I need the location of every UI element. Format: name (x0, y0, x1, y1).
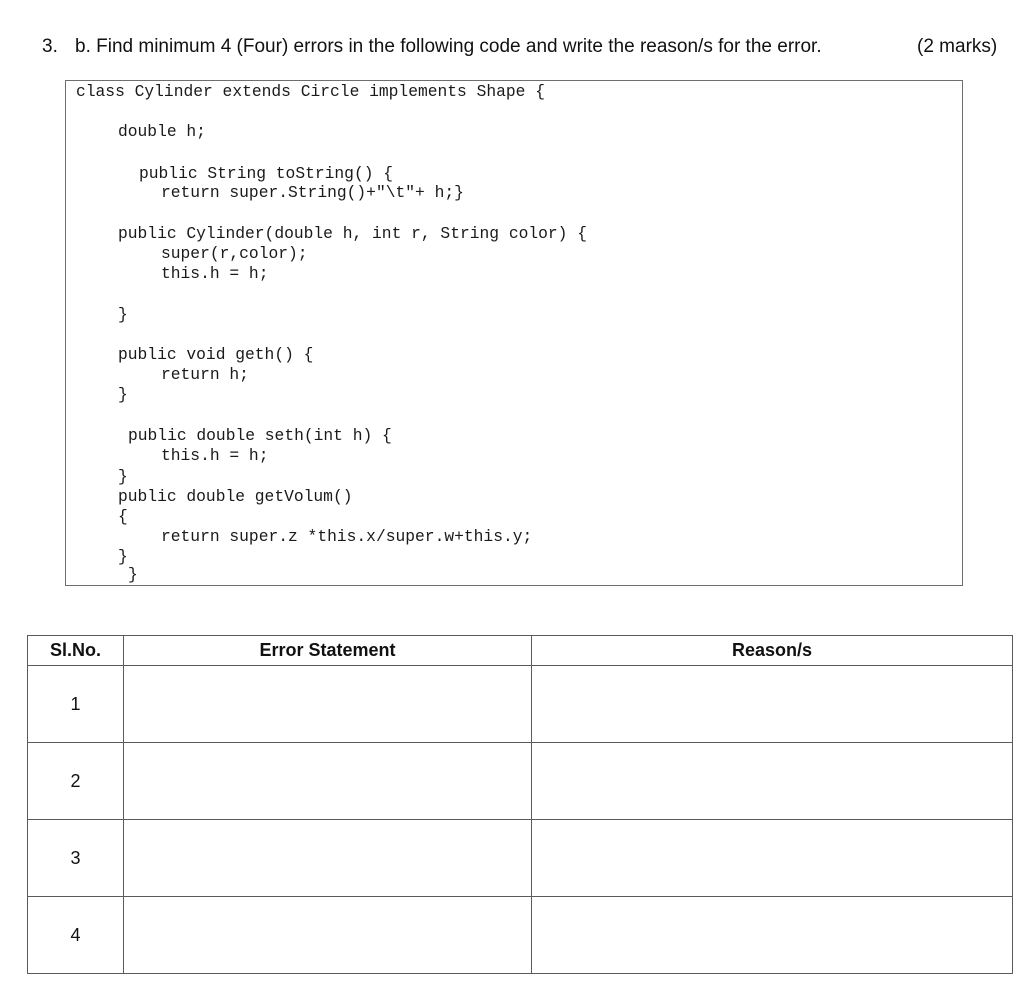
code-line: public String toString() { (139, 164, 394, 183)
question-marks: (2 marks) (917, 36, 998, 57)
code-box (65, 80, 963, 586)
error-statement-cell[interactable] (124, 743, 532, 820)
code-line: this.h = h; (161, 446, 269, 465)
error-statement-cell[interactable] (124, 820, 532, 897)
reason-cell[interactable] (532, 820, 1013, 897)
sl-no-cell: 1 (28, 666, 124, 743)
header-sl-no: Sl.No. (28, 636, 124, 666)
code-line: public double seth(int h) { (128, 426, 392, 445)
code-line: { (118, 507, 128, 526)
question-number: 3. (42, 36, 58, 57)
sl-no-cell: 2 (28, 743, 124, 820)
code-line: this.h = h; (161, 264, 269, 283)
sl-no-cell: 3 (28, 820, 124, 897)
code-line: return super.String()+"\t"+ h;} (161, 183, 464, 202)
code-line: } (128, 565, 138, 584)
table-header-row (28, 636, 1013, 666)
code-line: } (118, 305, 128, 324)
reason-cell[interactable] (532, 666, 1013, 743)
sl-no-cell: 4 (28, 897, 124, 974)
error-statement-cell[interactable] (124, 666, 532, 743)
code-line: super(r,color); (161, 244, 308, 263)
code-line: double h; (118, 122, 206, 141)
table-row (28, 897, 1013, 974)
code-line: public Cylinder(double h, int r, String color) { (118, 224, 587, 243)
reason-cell[interactable] (532, 897, 1013, 974)
code-line: public void geth() { (118, 345, 314, 364)
error-statement-cell[interactable] (124, 897, 532, 974)
error-table (27, 635, 1013, 974)
table-row (28, 743, 1013, 820)
header-error-statement: Error Statement (124, 636, 532, 666)
code-line: return h; (161, 365, 249, 384)
code-line: } (118, 385, 128, 404)
reason-cell[interactable] (532, 743, 1013, 820)
code-line: } (118, 547, 128, 566)
header-reasons: Reason/s (532, 636, 1013, 666)
code-line: } (118, 467, 128, 486)
table-row (28, 666, 1013, 743)
code-line: return super.z *this.x/super.w+this.y; (161, 527, 533, 546)
table-row (28, 820, 1013, 897)
code-line: class Cylinder extends Circle implements Shape { (76, 82, 545, 101)
question-text: b. Find minimum 4 (Four) errors in the following code and write the reason/s for the error. (75, 36, 822, 57)
code-line: public double getVolum() (118, 487, 353, 506)
